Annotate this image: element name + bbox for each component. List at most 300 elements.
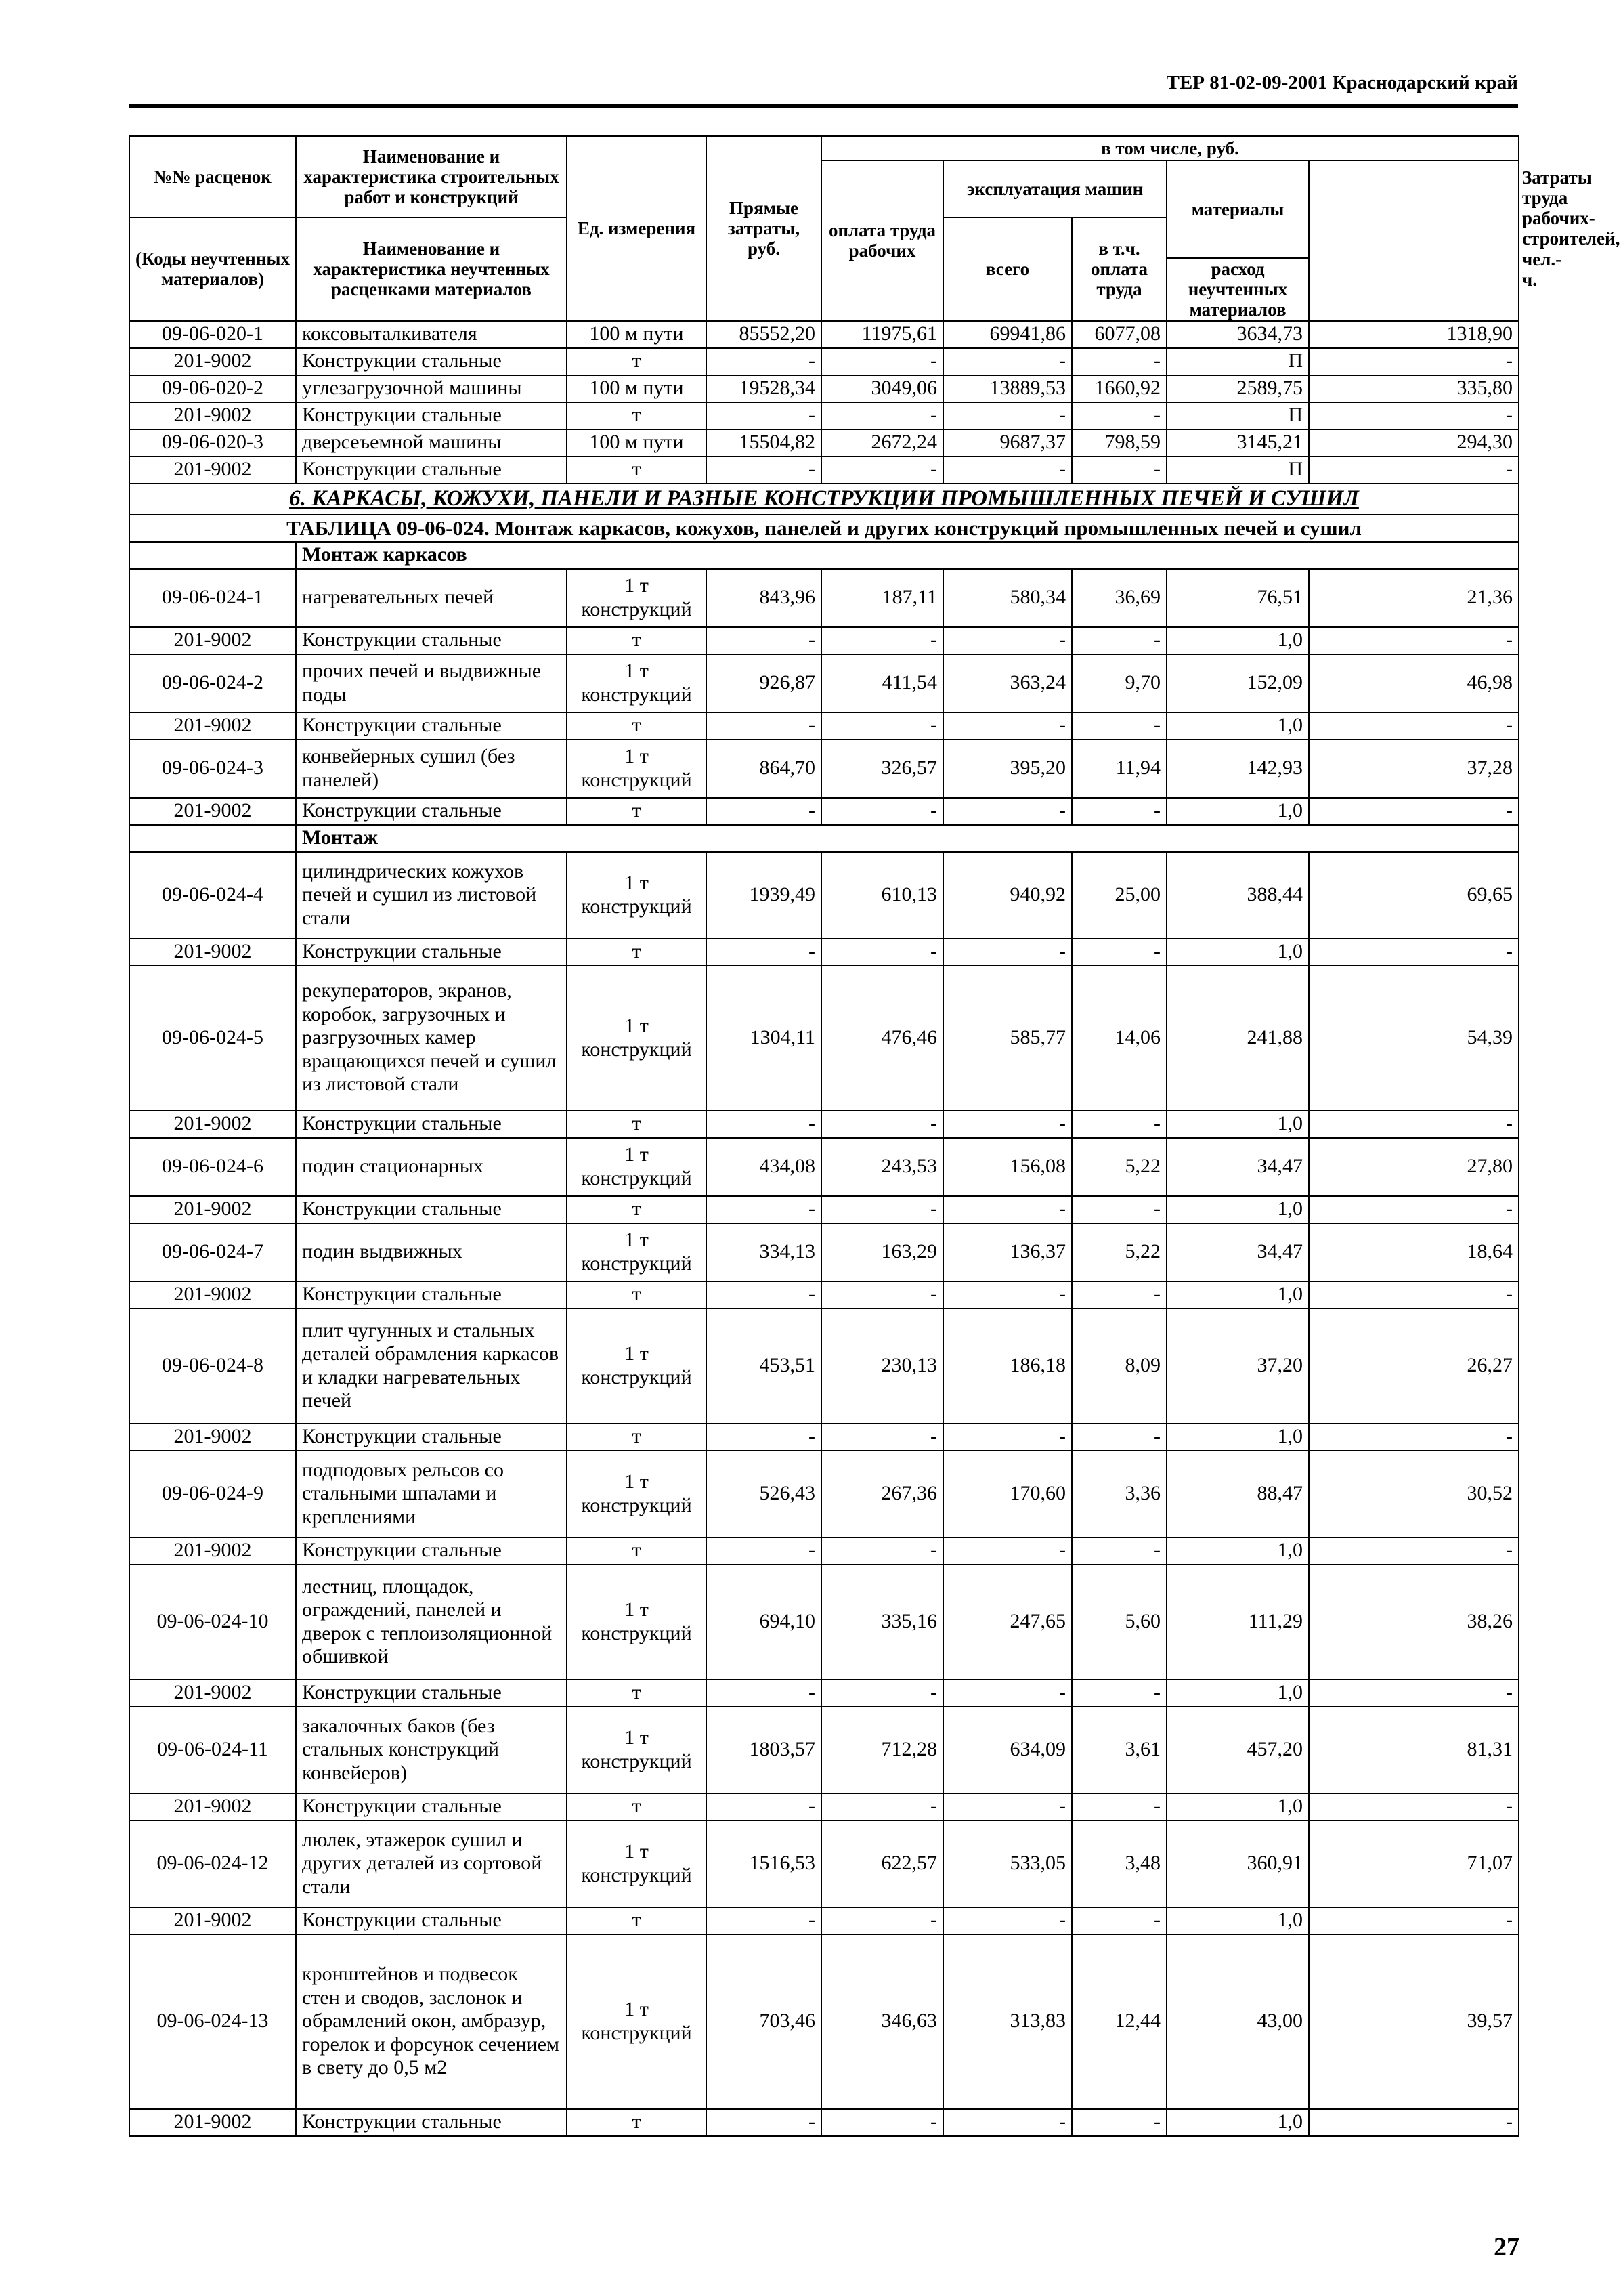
machine-pay: - (1072, 1196, 1167, 1223)
work-name: Конструкции стальные (296, 402, 567, 429)
unit: 100 м пути (567, 429, 706, 456)
work-name: прочих печей и выдвижные поды (296, 654, 567, 713)
col-materials-sub: расход неучтенных материалов (1167, 258, 1309, 321)
machine-pay: 798,59 (1072, 429, 1167, 456)
unit: 1 т конструкций (567, 1309, 706, 1424)
machine-cost: - (943, 402, 1072, 429)
labor-hours: - (1309, 1907, 1519, 1934)
material-row (129, 1424, 1519, 1451)
unit: т (567, 627, 706, 654)
machine-pay: 3,36 (1072, 1451, 1167, 1537)
labor-hours: 39,57 (1309, 1934, 1519, 2109)
rate-code: 201-9002 (129, 1907, 296, 1934)
rate-code: 09-06-024-12 (129, 1821, 296, 1907)
machine-pay: - (1072, 1424, 1167, 1451)
machine-cost: 580,34 (943, 569, 1072, 627)
materials-cost: 1,0 (1167, 713, 1309, 740)
unit: 100 м пути (567, 375, 706, 402)
direct-cost: - (706, 1281, 821, 1309)
work-name: подподовых рельсов со стальными шпалами и креплениями (296, 1451, 567, 1537)
direct-cost: 926,87 (706, 654, 821, 713)
labor-hours: - (1309, 402, 1519, 429)
unit: т (567, 1424, 706, 1451)
labor-pay: - (821, 456, 943, 484)
labor-hours: - (1309, 713, 1519, 740)
rate-row (129, 1934, 1519, 2109)
materials-cost: 241,88 (1167, 966, 1309, 1111)
materials-cost: 1,0 (1167, 1793, 1309, 1821)
labor-hours: - (1309, 939, 1519, 966)
work-name: конвейерных сушил (без панелей) (296, 740, 567, 798)
unit: 1 т конструкций (567, 1138, 706, 1196)
direct-cost: - (706, 798, 821, 825)
direct-cost: 453,51 (706, 1309, 821, 1424)
section-block (129, 484, 1519, 569)
machine-pay: - (1072, 1793, 1167, 1821)
direct-cost: 1304,11 (706, 966, 821, 1111)
unit: 1 т конструкций (567, 1223, 706, 1281)
rate-code: 201-9002 (129, 627, 296, 654)
col-materials: материалы (1167, 161, 1309, 258)
labor-pay: 163,29 (821, 1223, 943, 1281)
col-code-top: №№ расценок (129, 136, 296, 217)
direct-cost: 703,46 (706, 1934, 821, 2109)
labor-pay: 335,16 (821, 1565, 943, 1680)
machine-pay: - (1072, 1537, 1167, 1565)
unit: т (567, 1111, 706, 1138)
rate-code: 09-06-024-10 (129, 1565, 296, 1680)
rate-code: 201-9002 (129, 798, 296, 825)
rate-code: 201-9002 (129, 1680, 296, 1707)
table-body-top (129, 321, 1519, 484)
labor-pay: 243,53 (821, 1138, 943, 1196)
work-name: нагревательных печей (296, 569, 567, 627)
machine-pay: 14,06 (1072, 966, 1167, 1111)
machine-cost: - (943, 713, 1072, 740)
machine-pay: - (1072, 798, 1167, 825)
direct-cost: - (706, 456, 821, 484)
labor-hours: 294,30 (1309, 429, 1519, 456)
work-name: Конструкции стальные (296, 1281, 567, 1309)
material-row (129, 939, 1519, 966)
machine-pay: 1660,92 (1072, 375, 1167, 402)
unit: т (567, 2109, 706, 2136)
materials-cost: 1,0 (1167, 1424, 1309, 1451)
materials-cost: 1,0 (1167, 1680, 1309, 1707)
materials-cost: 2589,75 (1167, 375, 1309, 402)
labor-pay: - (821, 1793, 943, 1821)
machine-cost: - (943, 1424, 1072, 1451)
machine-cost: - (943, 1793, 1072, 1821)
direct-cost: - (706, 627, 821, 654)
col-name-top: Наименование и характеристика строительных работ и конструкций (296, 136, 567, 217)
materials-cost: 88,47 (1167, 1451, 1309, 1537)
labor-hours: - (1309, 1111, 1519, 1138)
machine-cost: - (943, 348, 1072, 375)
material-row (129, 1907, 1519, 1934)
materials-cost: 34,47 (1167, 1223, 1309, 1281)
rate-row (129, 1138, 1519, 1196)
unit: 1 т конструкций (567, 1565, 706, 1680)
direct-cost: - (706, 939, 821, 966)
direct-cost: 1939,49 (706, 852, 821, 939)
work-name: Конструкции стальные (296, 713, 567, 740)
work-name: Конструкции стальные (296, 798, 567, 825)
machine-pay: 8,09 (1072, 1309, 1167, 1424)
unit: 1 т конструкций (567, 1707, 706, 1793)
unit: 1 т конструкций (567, 1821, 706, 1907)
unit: 1 т конструкций (567, 569, 706, 627)
machine-pay: 36,69 (1072, 569, 1167, 627)
machine-pay: 6077,08 (1072, 321, 1167, 348)
rate-code: 09-06-024-2 (129, 654, 296, 713)
machine-pay: - (1072, 713, 1167, 740)
labor-hours: 54,39 (1309, 966, 1519, 1111)
work-name: Конструкции стальные (296, 1111, 567, 1138)
rate-row (129, 375, 1519, 402)
direct-cost: 1516,53 (706, 1821, 821, 1907)
rate-row (129, 654, 1519, 713)
rate-code: 09-06-024-11 (129, 1707, 296, 1793)
labor-hours: - (1309, 1537, 1519, 1565)
machine-pay: 11,94 (1072, 740, 1167, 798)
materials-cost: П (1167, 402, 1309, 429)
unit: 1 т конструкций (567, 1934, 706, 2109)
materials-cost: 1,0 (1167, 1111, 1309, 1138)
labor-pay: 3049,06 (821, 375, 943, 402)
machine-cost: - (943, 939, 1072, 966)
direct-cost: 15504,82 (706, 429, 821, 456)
machine-pay: - (1072, 1111, 1167, 1138)
labor-pay: 187,11 (821, 569, 943, 627)
section-title: 6. КАРКАСЫ, КОЖУХИ, ПАНЕЛИ И РАЗНЫЕ КОНСТРУКЦИИ ПРОМЫШЛЕННЫХ ПЕЧЕЙ И СУШИЛ (129, 484, 1519, 515)
work-name: Конструкции стальные (296, 1196, 567, 1223)
group-spacer (129, 542, 296, 569)
direct-cost: - (706, 713, 821, 740)
direct-cost: 1803,57 (706, 1707, 821, 1793)
work-name: цилиндрических кожухов печей и сушил из листовой стали (296, 852, 567, 939)
col-name-bottom: Наименование и характеристика неучтенных расценками материалов (296, 217, 567, 321)
work-name: кронштейнов и подвесок стен и сводов, заслонок и обрамлений окон, амбразур, горелок и форсунок сечением в свету до 0,5 м2 (296, 1934, 567, 2109)
machine-cost: - (943, 627, 1072, 654)
materials-cost: 142,93 (1167, 740, 1309, 798)
labor-hours: 81,31 (1309, 1707, 1519, 1793)
material-row (129, 1281, 1519, 1309)
rate-code: 09-06-020-3 (129, 429, 296, 456)
materials-cost: 1,0 (1167, 1907, 1309, 1934)
materials-cost: 1,0 (1167, 798, 1309, 825)
labor-pay: 476,46 (821, 966, 943, 1111)
machine-cost: - (943, 798, 1072, 825)
rate-code: 201-9002 (129, 402, 296, 429)
machine-cost: - (943, 1537, 1072, 1565)
materials-cost: 152,09 (1167, 654, 1309, 713)
materials-cost: 388,44 (1167, 852, 1309, 939)
labor-pay: - (821, 1907, 943, 1934)
labor-pay: - (821, 798, 943, 825)
labor-pay: 411,54 (821, 654, 943, 713)
rate-row (129, 852, 1519, 939)
material-row (129, 1537, 1519, 1565)
table-title: ТАБЛИЦА 09-06-024. Монтаж каркасов, кожухов, панелей и других конструкций промышленных печей и сушил (129, 515, 1519, 542)
materials-cost: 111,29 (1167, 1565, 1309, 1680)
direct-cost: 19528,34 (706, 375, 821, 402)
unit: 100 м пути (567, 321, 706, 348)
machine-pay: - (1072, 1281, 1167, 1309)
machine-cost: - (943, 1196, 1072, 1223)
rate-code: 09-06-024-1 (129, 569, 296, 627)
labor-pay: - (821, 1424, 943, 1451)
direct-cost: - (706, 1793, 821, 1821)
rate-row (129, 740, 1519, 798)
rate-code: 09-06-024-4 (129, 852, 296, 939)
table-body-frames (129, 569, 1519, 825)
direct-cost: - (706, 1111, 821, 1138)
work-name: Конструкции стальные (296, 1680, 567, 1707)
machine-pay: 5,22 (1072, 1223, 1167, 1281)
col-incl: в том числе, руб. (821, 136, 1519, 161)
machine-pay: 5,22 (1072, 1138, 1167, 1196)
machine-cost: - (943, 1680, 1072, 1707)
labor-pay: - (821, 1111, 943, 1138)
rate-row (129, 429, 1519, 456)
materials-cost: 360,91 (1167, 1821, 1309, 1907)
col-machines: эксплуатация машин (943, 161, 1167, 217)
labor-hours: 71,07 (1309, 1821, 1519, 1907)
material-row (129, 798, 1519, 825)
rate-row (129, 1309, 1519, 1424)
machine-cost: 247,65 (943, 1565, 1072, 1680)
work-name: плит чугунных и стальных деталей обрамления каркасов и кладки нагревательных печей (296, 1309, 567, 1424)
machine-cost: 363,24 (943, 654, 1072, 713)
labor-hours: - (1309, 456, 1519, 484)
machine-cost: 533,05 (943, 1821, 1072, 1907)
labor-pay: - (821, 939, 943, 966)
materials-cost: 1,0 (1167, 1196, 1309, 1223)
materials-cost: 34,47 (1167, 1138, 1309, 1196)
rate-code: 201-9002 (129, 1537, 296, 1565)
materials-cost: 457,20 (1167, 1707, 1309, 1793)
unit: т (567, 713, 706, 740)
labor-pay: - (821, 1281, 943, 1309)
col-machines-pay: в т.ч. оплата труда (1072, 217, 1167, 321)
machine-cost: 9687,37 (943, 429, 1072, 456)
work-name: Конструкции стальные (296, 1907, 567, 1934)
work-name: Конструкции стальные (296, 348, 567, 375)
rate-code: 201-9002 (129, 1424, 296, 1451)
rate-code: 09-06-024-9 (129, 1451, 296, 1537)
labor-hours: 26,27 (1309, 1309, 1519, 1424)
rate-code: 201-9002 (129, 939, 296, 966)
machine-pay: - (1072, 348, 1167, 375)
labor-hours: - (1309, 627, 1519, 654)
machine-pay: - (1072, 456, 1167, 484)
work-name: Конструкции стальные (296, 1424, 567, 1451)
group-title-mounting: Монтаж (296, 825, 1519, 852)
machine-cost: 585,77 (943, 966, 1072, 1111)
work-name: Конструкции стальные (296, 2109, 567, 2136)
rate-code: 201-9002 (129, 1196, 296, 1223)
rate-row (129, 1707, 1519, 1793)
rates-table-container (129, 135, 1620, 2137)
work-name: подин стационарных (296, 1138, 567, 1196)
labor-pay: - (821, 1680, 943, 1707)
direct-cost: 843,96 (706, 569, 821, 627)
rate-code: 09-06-024-5 (129, 966, 296, 1111)
labor-hours: - (1309, 1281, 1519, 1309)
machine-pay: 5,60 (1072, 1565, 1167, 1680)
rate-code: 09-06-024-6 (129, 1138, 296, 1196)
materials-cost: 1,0 (1167, 627, 1309, 654)
group-title-frames: Монтаж каркасов (296, 542, 1519, 569)
machine-pay: - (1072, 402, 1167, 429)
machine-cost: 170,60 (943, 1451, 1072, 1537)
machine-pay: 25,00 (1072, 852, 1167, 939)
unit: 1 т конструкций (567, 966, 706, 1111)
unit: 1 т конструкций (567, 852, 706, 939)
unit: т (567, 1196, 706, 1223)
machine-pay: 9,70 (1072, 654, 1167, 713)
unit: 1 т конструкций (567, 1451, 706, 1537)
direct-cost: 694,10 (706, 1565, 821, 1680)
direct-cost: - (706, 402, 821, 429)
labor-hours: 38,26 (1309, 1565, 1519, 1680)
machine-cost: - (943, 2109, 1072, 2136)
document-title: ТЕР 81-02-09-2001 Краснодарский край (1166, 72, 1518, 93)
unit: т (567, 1281, 706, 1309)
machine-cost: 313,83 (943, 1934, 1072, 2109)
materials-cost: 76,51 (1167, 569, 1309, 627)
work-name: закалочных баков (без стальных конструкций конвейеров) (296, 1707, 567, 1793)
machine-cost: 136,37 (943, 1223, 1072, 1281)
machine-cost: - (943, 456, 1072, 484)
unit: 1 т конструкций (567, 654, 706, 713)
labor-hours: - (1309, 1680, 1519, 1707)
work-name: углезагрузочной машины (296, 375, 567, 402)
materials-cost: 37,20 (1167, 1309, 1309, 1424)
labor-pay: - (821, 1537, 943, 1565)
labor-pay: - (821, 627, 943, 654)
machine-cost: 69941,86 (943, 321, 1072, 348)
rate-code: 201-9002 (129, 2109, 296, 2136)
direct-cost: - (706, 1907, 821, 1934)
machine-cost: - (943, 1111, 1072, 1138)
labor-hours: - (1309, 798, 1519, 825)
machine-pay: - (1072, 1680, 1167, 1707)
rate-code: 09-06-020-1 (129, 321, 296, 348)
direct-cost: - (706, 2109, 821, 2136)
work-name: люлек, этажерок сушил и других деталей из сортовой стали (296, 1821, 567, 1907)
materials-cost: 3634,73 (1167, 321, 1309, 348)
machine-cost: 156,08 (943, 1138, 1072, 1196)
material-row (129, 402, 1519, 429)
rate-code: 09-06-024-13 (129, 1934, 296, 2109)
rate-code: 09-06-024-7 (129, 1223, 296, 1281)
group-spacer (129, 825, 296, 852)
material-row (129, 713, 1519, 740)
direct-cost: - (706, 1424, 821, 1451)
materials-cost: 1,0 (1167, 939, 1309, 966)
labor-hours: 27,80 (1309, 1138, 1519, 1196)
work-name: лестниц, площадок, ограждений, панелей и дверок с теплоизоляционной обшивкой (296, 1565, 567, 1680)
machine-cost: 13889,53 (943, 375, 1072, 402)
material-row (129, 1680, 1519, 1707)
machine-cost: - (943, 1907, 1072, 1934)
table-header: №№ расценок Наименование и характеристика строительных работ и конструкций Ед. измерения Прямые затраты, руб. в том числе, руб. Затраты труда рабочих-строителей, чел.-ч. оплата труда рабочих эксплуатация машин материалы (Коды неучтенных материалов) Наименование и характеристика неучтенных расценками материалов всего в т.ч. оплата труда расход неучтенных материалов (129, 136, 1519, 321)
labor-hours: - (1309, 1793, 1519, 1821)
machine-pay: 12,44 (1072, 1934, 1167, 2109)
material-row (129, 1793, 1519, 1821)
labor-pay: - (821, 2109, 943, 2136)
col-code-bottom: (Коды неучтенных материалов) (129, 217, 296, 321)
unit: т (567, 348, 706, 375)
work-name: Конструкции стальные (296, 939, 567, 966)
labor-pay: 326,57 (821, 740, 943, 798)
unit: т (567, 1680, 706, 1707)
rate-row (129, 1821, 1519, 1907)
unit: т (567, 798, 706, 825)
work-name: Конструкции стальные (296, 1537, 567, 1565)
labor-pay: - (821, 713, 943, 740)
material-row (129, 2109, 1519, 2136)
direct-cost: - (706, 1537, 821, 1565)
material-row (129, 348, 1519, 375)
machine-pay: - (1072, 1907, 1167, 1934)
labor-hours: 18,64 (1309, 1223, 1519, 1281)
direct-cost: 334,13 (706, 1223, 821, 1281)
rate-row (129, 966, 1519, 1111)
materials-cost: 43,00 (1167, 1934, 1309, 2109)
work-name: Конструкции стальные (296, 627, 567, 654)
machine-cost: 186,18 (943, 1309, 1072, 1424)
rate-code: 201-9002 (129, 1111, 296, 1138)
labor-hours: - (1309, 2109, 1519, 2136)
work-name: рекуператоров, экранов, коробок, загрузочных и разгрузочных камер вращающихся печей и сушил из листовой стали (296, 966, 567, 1111)
rate-code: 201-9002 (129, 1281, 296, 1309)
machine-pay: - (1072, 939, 1167, 966)
machine-cost: 940,92 (943, 852, 1072, 939)
unit: т (567, 402, 706, 429)
rate-row (129, 1223, 1519, 1281)
unit: 1 т конструкций (567, 740, 706, 798)
labor-pay: - (821, 402, 943, 429)
labor-hours: 21,36 (1309, 569, 1519, 627)
labor-hours: 1318,90 (1309, 321, 1519, 348)
machine-pay: - (1072, 627, 1167, 654)
unit: т (567, 1907, 706, 1934)
labor-hours: - (1309, 1196, 1519, 1223)
labor-hours: - (1309, 1424, 1519, 1451)
machine-pay: - (1072, 2109, 1167, 2136)
direct-cost: 434,08 (706, 1138, 821, 1196)
unit: т (567, 1537, 706, 1565)
machine-cost: - (943, 1281, 1072, 1309)
col-machines-all: всего (943, 217, 1072, 321)
rate-row (129, 321, 1519, 348)
labor-hours: 30,52 (1309, 1451, 1519, 1537)
materials-cost: 1,0 (1167, 2109, 1309, 2136)
labor-pay: 610,13 (821, 852, 943, 939)
materials-cost: П (1167, 348, 1309, 375)
labor-pay: 712,28 (821, 1707, 943, 1793)
labor-hours: 335,80 (1309, 375, 1519, 402)
materials-cost: П (1167, 456, 1309, 484)
unit: т (567, 456, 706, 484)
rate-code: 201-9002 (129, 1793, 296, 1821)
work-name: Конструкции стальные (296, 1793, 567, 1821)
material-row (129, 1196, 1519, 1223)
rate-code: 201-9002 (129, 348, 296, 375)
